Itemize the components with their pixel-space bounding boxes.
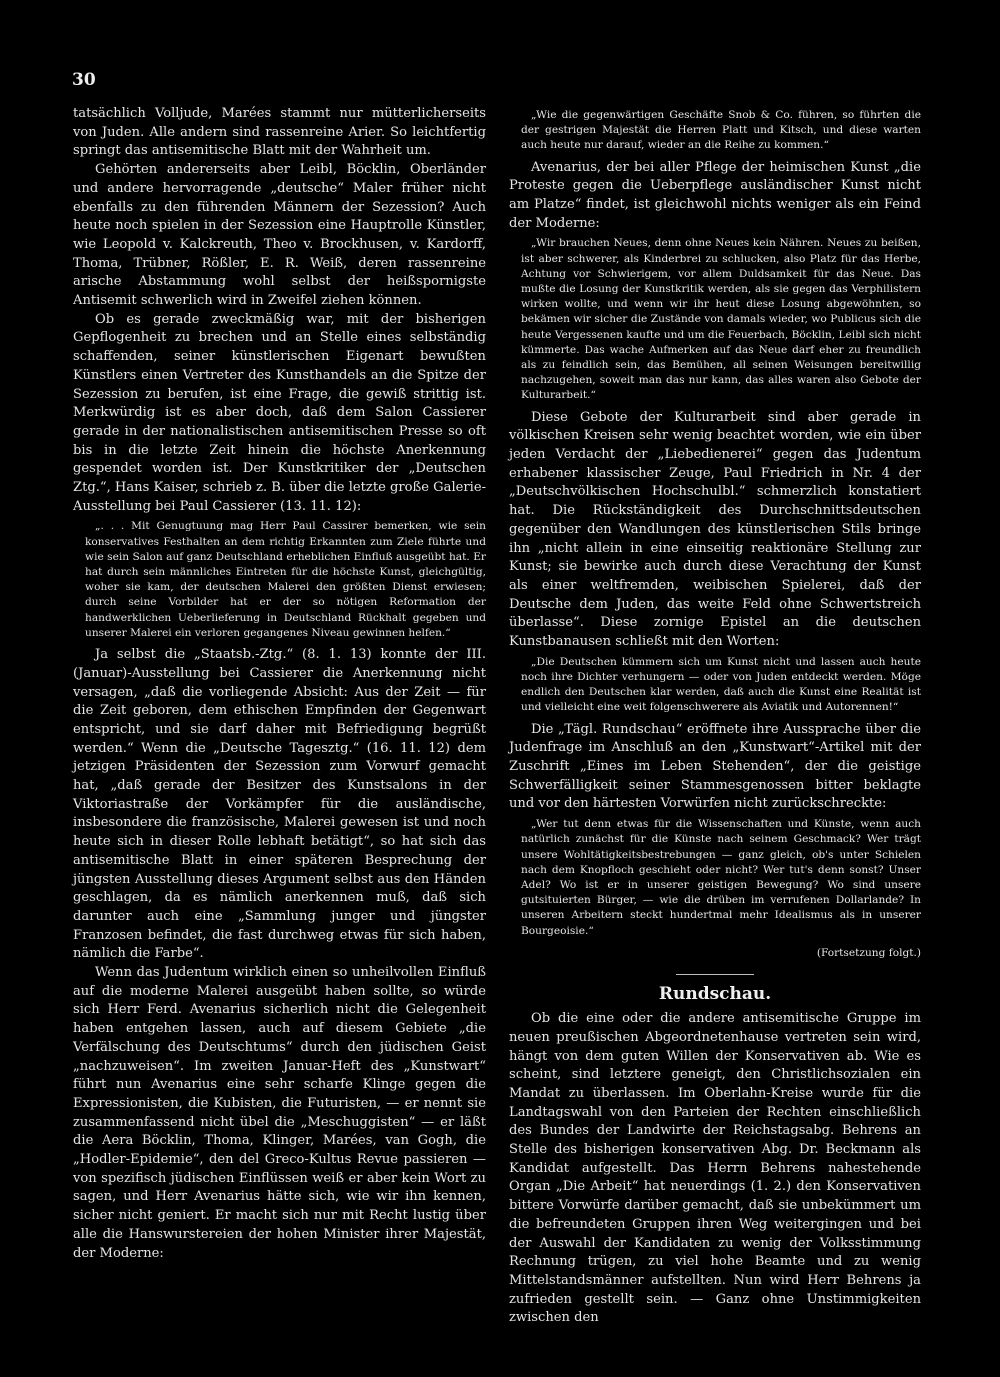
- continuation-note: (Fortsetzung folgt.): [816, 946, 921, 959]
- paragraph: tatsächlich Volljude, Marées stammt nur mütterlicherseits von Juden. Alle andern sind rassenreine Arier. So leichtfertig springt das antisemitische Blatt mit der Wahrheit um.: [73, 106, 486, 159]
- block-quote: „. . . Mit Genugtuung mag Herr Paul Cassirer bemerken, wie sein konservatives Festhalten an dem richtig Erkannten zum Ziele führte und wie sein Salon auf ganz Deutschland erheblichen Einfluß ausgeübt hat. Er hat durch sein männliches Eintreten für die höchste Kunst, gleichgültig, woher sie kam, der deutschen Malerei den größten Dienst erwiesen; durch seine Vorbilder hat er der so nötigen Reformation der handwerklichen Ueberlieferung in Deutschland Rückhalt gegeben und unserer Malerei ein verloren gegangenes Niveau gewinnen helfen.“: [85, 520, 486, 639]
- paragraph: Ob es gerade zweckmäßig war, mit der bisherigen Gepflogenheit zu brechen und an Stelle eines selbständig schaffenden, seiner künstlerischen Eigenart bewußten Künstlers einen Vertreter des Kunsthandels an die Spitze der Sezession zu berufen, ist eine Frage, die gewiß strittig ist. Merkwürdig ist es aber doch, daß dem Salon Cassierer gerade in der nationalistischen antisemitischen Presse so oft bis in die letzte Zeit hinein die höchste Anerkennung gespendet worden ist. Der Kunstkritiker der „Deutschen Ztg.“, Hans Kaiser, schrieb z. B. über die letzte große Galerie-Ausstellung bei Paul Cassierer (13. 11. 12):: [73, 311, 486, 514]
- left-column: [73, 105, 486, 1263]
- block-quote: „Wir brauchen Neues, denn ohne Neues kein Nähren. Neues zu beißen, ist aber schwerer, als Kinderbrei zu schlucken, also Platz für das Herbe, Achtung vor Schwierigem, vor allem Duldsamkeit für das Neue. Das mußte die Losung der Kunstkritik werden, als sie gegen das Verphilistern wirken wollte, und wenn wir ihr heut diese Losung abgewöhnten, so bekämen wir sicher die Zustände von damals wieder, wo Publicus sich die heute Vergessenen kaufte und um die Feuerbach, Böcklin, Leibl sich nicht kümmerte. Das wache Aufmerken auf das Neue darf eher zu freundlich als zu feindlich sein, das Bemühen, all seinen Weisungen bereitwillig nachzugehen, soweit man das nur kann, das alles waren also Gebote der Kulturarbeit.“: [521, 237, 921, 402]
- section-divider: [676, 974, 754, 975]
- page-number: 30: [72, 70, 96, 90]
- paragraph: Wenn das Judentum wirklich einen so unheilvollen Einfluß auf die moderne Malerei ausgeübt haben sollte, so würde sich Herr Ferd. Avenarius sicherlich nicht die Gelegenheit haben entgehen lassen, auch auf diesem Gebiete „die Verfälschung des Deutschtums“ durch den jüdischen Geist „nachzuweisen“. Im zweiten Januar-Heft des „Kunstwart“ führt nun Avenarius eine sehr scharfe Klinge gegen die Expressionisten, die Kubisten, die Futuristen, — er nennt sie zusammenfassend nicht übel die „Meschuggisten“ — er läßt die Aera Böcklin, Thoma, Klinger, Marées, van Gogh, die „Hodler-Epidemie“, den del Greco-Kultus Revue passieren — von spezifisch jüdischen Einflüssen weiß er aber kein Wort zu sagen, und Herr Avenarius hätte sich, wie wir ihn kennen, sicher nicht geniert. Er macht sich nur mit Recht lustig über alle die Hanswurstereien der hohen Minister ihrer Majestät, der Moderne:: [73, 965, 486, 1261]
- paragraph: Avenarius, der bei aller Pflege der heimischen Kunst „die Proteste gegen die Ueberpflege ausländischer Kunst nicht am Platze“ findet, ist gleichwohl nichts weniger als ein Feind der Moderne:: [509, 159, 921, 231]
- block-quote: „Wie die gegenwärtigen Geschäfte Snob & Co. führen, so führten die der gestrigen Majestät die Herren Platt und Kitsch, und diese warten auch heute nur darauf, wieder an die Reihe zu kommen.“: [521, 109, 921, 152]
- paragraph: Ob die eine oder die andere antisemitische Gruppe im neuen preußischen Abgeordnetenhause vertreten sein wird, hängt von dem guten Willen der Konservativen ab. Wie es scheint, sind letztere geneigt, den Christlichsozialen ein Mandat zu überlassen. Im Oberlahn-Kreise wurde für die Landtagswahl von den Parteien der Rechten einschließlich des Bundes der Landwirte der Reichstagsabg. Behrens an Stelle des bisherigen konservativen Abg. Dr. Beckmann als Kandidat aufgestellt. Das Herrn Behrens nahestehende Organ „Die Arbeit“ hat neuerdings (1. 2.) den Konservativen bittere Vorwürfe darüber gemacht, daß sie unbekümmert um die befreundeten Gruppen ihren Weg weitergingen und bei der Auswahl der Kandidaten zu wenig der Volksstimmung Rechnung trügen, zu viel hohe Beamte und zu wenig Mittelstandsmänner aufstellten. Nun wird Herr Behrens ja zufrieden gestellt sein. — Ganz ohne Unstimmigkeiten zwischen den: [509, 1011, 921, 1326]
- paragraph: Diese Gebote der Kulturarbeit sind aber gerade in völkischen Kreisen sehr wenig beachtet worden, wie ein über jeden Verdacht der „Liebedienerei“ gegen das Judentum erhabener klassischer Zeuge, Paul Friedrich in Nr. 4 der „Deutschvölkischen Hochschulbl.“ schmerzlich konstatiert hat. Die Rückständigkeit des Durchschnittsdeutschen gegenüber den Wandlungen des künstlerischen Stils bringe ihn „nicht allein in eine einseitig reaktionäre Stellung zur Kunst; sie bewirke auch durch diese Verachtung der Kunst als einer weltfremden, weibischen Spielerei, daß der Deutsche dem Juden, das weite Feld ohne Schwertstreich überlasse“. Diese zornige Epistel an die deutschen Kunstbanausen schließt mit den Worten:: [509, 409, 921, 650]
- right-column: [509, 105, 921, 1328]
- paragraph: Gehörten andererseits aber Leibl, Böcklin, Oberländer und andere hervorragende „deutsche“ Maler früher nicht ebenfalls zu den führenden Männern der Sezession? Auch heute noch spielen in der Sezession eine Hauptrolle Künstler, wie Leopold v. Kalckreuth, Theo v. Brockhusen, v. Kardorff, Thoma, Trübner, Rößler, E. R. Weiß, deren rassenreine arische Abstammung wohl selbst der heißspornigste Antisemit schwerlich wird in Zweifel ziehen können.: [73, 162, 486, 309]
- section-heading: Rundschau.: [658, 984, 772, 1005]
- paragraph: Die „Tägl. Rundschau“ eröffnete ihre Aussprache über die Judenfrage im Anschluß an den „Kunstwart“-Artikel mit der Zuschrift „Eines im Leben Stehenden“, der die geistige Schwerfälligkeit seiner Stammesgenossen bitter beklagte und vor den härtesten Vorwürfen nicht zurückschreckte:: [509, 721, 921, 812]
- block-quote: „Die Deutschen kümmern sich um Kunst nicht und lassen auch heute noch ihre Dichter verhungern — oder von Juden entdeckt werden. Möge endlich den Deutschen klar werden, daß auch die Kunst eine Realität ist und vielleicht eine weit folgenschwerere als Aviatik und Autorennen!“: [521, 655, 921, 714]
- block-quote: „Wer tut denn etwas für die Wissenschaften und Künste, wenn auch natürlich zunächst für die Künste nach seinem Geschmack? Wer trägt unsere Wohltätigkeitsbestrebungen — ganz gleich, ob's unter Schielen nach dem Knopfloch geschieht oder nicht? Wer tut's denn sonst? Unser Adel? Wo ist er in unserer geistigen Bewegung? Wo sind unsere gutsituierten Bürger, — wie die drüben im verrufenen Dollarlande? In unseren Arbeitern steckt hundertmal mehr Idealismus als in unserer Bourgeoisie.“: [521, 818, 921, 937]
- paragraph: Ja selbst die „Staatsb.-Ztg.“ (8. 1. 13) konnte der III. (Januar)-Ausstellung bei Cassierer die Anerkennung nicht versagen, „daß die vorliegende Absicht: Aus der Zeit — für die Zeit geboren, dem ethischen Empfinden der Gegenwart entspricht, und sie darf daher mit Befriedigung begrüßt werden.“ Wenn die „Deutsche Tagesztg.“ (16. 11. 12) dem jetzigen Präsidenten der Sezession zum Vorwurf gemacht hat, „daß gerade der Besitzer des Kunstsalons in der Viktoriastraße der Vorkämpfer für die ausländische, insbesondere die französische, Malerei gewesen ist und noch heute sich in dieser Rolle lebhaft betätigt“, so hat sich das antisemitische Blatt in einer späteren Besprechung der jüngsten Ausstellung dieses Argument selbst aus den Händen geschlagen, da es nämlich anerkennen muß, daß sich darunter auch eine „Sammlung junger und jüngster Franzosen befindet, die fast durchweg etwas für sich haben, nämlich die Farbe“.: [73, 647, 486, 962]
